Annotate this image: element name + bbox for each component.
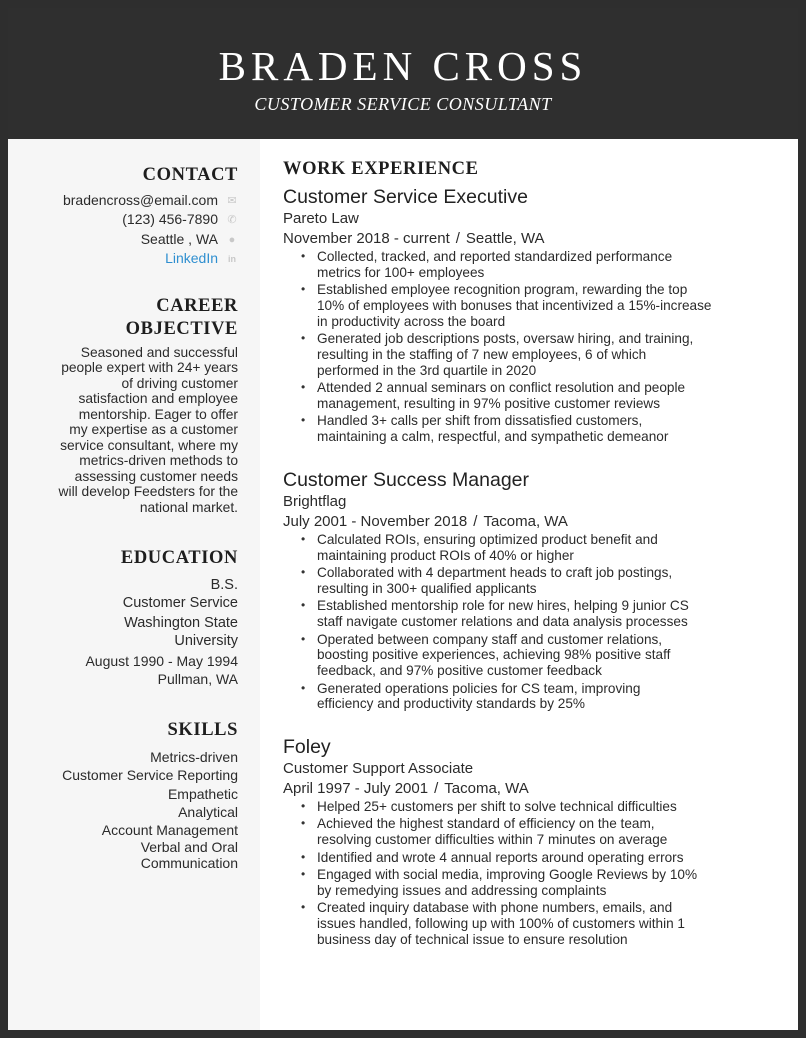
education-location: Pullman, WA [157, 671, 238, 687]
job-company: Brightflag [283, 493, 347, 510]
bullet-line: • Generated job descriptions posts, oversaw hiring, and training, [317, 331, 694, 347]
job-dates: April 1997 - July 2001 [283, 780, 429, 797]
bullet-line: business day of technical issue to ensure resolution [317, 931, 628, 947]
education-school-line2: University [174, 633, 238, 649]
bullet-item [283, 850, 783, 866]
bullet-line: • Operated between company staff and customer relations, [317, 631, 663, 647]
skill-item: Metrics-driven [150, 749, 238, 765]
objective-line: metrics-driven methods to [79, 453, 238, 469]
bullet-line: 10% of employees with bonuses that incentivized a 15%-increase [317, 297, 712, 313]
bullet-line: • Collaborated with 4 department heads to craft job postings, [317, 565, 673, 581]
bullet-line: • Engaged with social media, improving Google Reviews by 10% [317, 866, 698, 882]
bullet-item [283, 867, 783, 899]
objective-line: my expertise as a customer [69, 422, 238, 438]
job-dates-location: April 1997 - July 2001 / Tacoma, WA [283, 780, 529, 797]
skills-section [16, 719, 238, 871]
bullet-item [283, 565, 783, 597]
phone-icon: ✆ [227, 214, 237, 227]
objective-line: national market. [139, 499, 238, 515]
job-entry [283, 185, 783, 447]
contact-location-text: Seattle , WA [140, 230, 218, 247]
objective-line: satisfaction and employee [78, 391, 238, 407]
bullet-line: • Attended 2 annual seminars on conflict resolution and people [317, 380, 686, 396]
bullet-item [283, 681, 783, 713]
skill-item: Empathetic [167, 785, 238, 802]
education-school-line1: Washington State [124, 615, 238, 631]
bullet-line: resulting in the staffing of 7 new employees, 6 of which [317, 346, 647, 362]
bullet-line: metrics for 100+ employees [317, 264, 485, 280]
skill-item: Account Management [101, 822, 238, 839]
bullet-line: • Created inquiry database with phone numbers, emails, and [317, 900, 673, 916]
objective-line: service consultant, where my [60, 437, 238, 453]
contact-email[interactable] [16, 191, 238, 210]
work-experience-heading: WORK EXPERIENCE [283, 159, 479, 179]
bullet-line: resulting in 300+ qualified applicants [317, 580, 537, 596]
contact-email-text: bradencross@email.com [62, 192, 218, 208]
objective-line: assessing customer needs [74, 468, 238, 484]
bullet-item [283, 249, 783, 281]
job-company: Customer Support Associate [283, 760, 474, 777]
bullet-line: • Collected, tracked, and reported standardized performance [317, 249, 673, 264]
objective-heading-line2: OBJECTIVE [125, 319, 238, 339]
job-location: Tacoma, WA [483, 513, 568, 530]
objective-line: people expert with 24+ years [61, 360, 238, 376]
bullet-item [283, 413, 783, 445]
objective-section [16, 295, 238, 515]
job-role: Customer Service Executive [283, 186, 528, 208]
bullet-item [283, 598, 783, 630]
job-dates: November 2018 - current [283, 230, 450, 247]
candidate-name: BRADEN CROSS [218, 43, 588, 89]
bullet-line: • Calculated ROIs, ensuring optimized product benefit and [317, 532, 658, 547]
envelope-icon: ✉ [227, 195, 237, 207]
skill-item: Communication [140, 855, 238, 872]
linkedin-icon: in [228, 253, 236, 264]
education-degree: B.S. [210, 577, 238, 593]
resume-header [8, 8, 798, 139]
bullet-item [283, 380, 783, 412]
contact-phone [16, 210, 238, 229]
objective-heading-line1: CAREER [156, 296, 238, 316]
bullet-item [283, 632, 783, 679]
bullet-line: in productivity across the board [317, 313, 506, 329]
skills-heading: SKILLS [167, 720, 238, 740]
job-company: Pareto Law [283, 210, 359, 227]
objective-text [16, 345, 238, 515]
contact-linkedin[interactable] [16, 249, 238, 268]
job-dates: July 2001 - November 2018 [283, 513, 468, 530]
job-dates-location: July 2001 - November 2018 / Tacoma, WA [283, 513, 568, 530]
bullet-line: resolving customer difficulties within 7 minutes on average [317, 832, 668, 848]
skill-item: Verbal and Oral [140, 839, 238, 856]
job-entry [283, 468, 783, 714]
bullet-line: • Established mentorship role for new hires, helping 9 junior CS [317, 598, 689, 614]
bullet-line: issues handled, following up with 100% of customers within 1 [317, 915, 685, 931]
bullet-line: staff navigate customer relations and data analysis processes [317, 614, 688, 630]
candidate-title: CUSTOMER SERVICE CONSULTANT [254, 94, 552, 114]
contact-location [16, 230, 238, 249]
linkedin-link[interactable]: LinkedIn [165, 249, 218, 266]
bullet-item [283, 799, 783, 815]
education-field: Customer Service [122, 595, 238, 611]
main-column [283, 158, 783, 947]
bullet-line: efficiency and productivity standards by 25% [317, 696, 585, 712]
objective-line: Seasoned and successful [80, 345, 238, 360]
resume-page [8, 8, 798, 1030]
job-bullets [283, 799, 783, 948]
bullet-line: maintaining a calm, respectful, and sympathetic demeanor [317, 429, 669, 445]
job-bullets [283, 532, 783, 712]
education-dates: August 1990 - May 1994 [85, 653, 238, 669]
bullet-line: by remedying issues and addressing complaints [317, 882, 607, 898]
bullet-line: • Identified and wrote 4 annual reports around operating errors [317, 849, 684, 865]
job-location: Seattle, WA [465, 230, 545, 247]
contact-heading: CONTACT [142, 165, 238, 185]
education-heading: EDUCATION [120, 548, 238, 568]
bullet-item [283, 532, 783, 564]
skill-item: Analytical [178, 803, 238, 820]
contact-section [16, 164, 238, 268]
contact-phone-text: (123) 456-7890 [122, 211, 218, 228]
bullet-line: boosting positive experiences, achieving 98% positive staff [317, 647, 671, 663]
job-location: Tacoma, WA [444, 780, 529, 797]
job-role: Foley [283, 736, 331, 758]
objective-line: will develop Feedsters for the [58, 484, 238, 500]
bullet-item [283, 900, 783, 947]
bullet-line: • Established employee recognition program, rewarding the top [317, 282, 688, 298]
job-role: Customer Success Manager [283, 469, 530, 491]
skill-item: Customer Service Reporting [62, 767, 238, 784]
bullet-line: management, resulting in 97% positive customer reviews [317, 395, 661, 411]
bullet-line: performed in the 3rd quartile in 2020 [317, 362, 537, 378]
objective-line: mentorship. Eager to offer [78, 406, 238, 422]
objective-line: of driving customer [121, 375, 238, 391]
bullet-line: • Handled 3+ calls per shift from dissatisfied customers, [317, 413, 643, 429]
job-bullets [283, 249, 783, 445]
job-entry [283, 735, 783, 949]
bullet-line: • Helped 25+ customers per shift to solve technical difficulties [317, 799, 677, 814]
left-sidebar [8, 139, 260, 1030]
bullet-item [283, 331, 783, 378]
map-pin-icon: ● [228, 233, 236, 246]
bullet-item [283, 282, 783, 329]
bullet-line: feedback, and 97% positive customer feedback [317, 663, 602, 679]
bullet-item [283, 816, 783, 848]
bullet-line: maintaining product ROIs of 40% or higher [317, 547, 574, 563]
bullet-line: • Generated operations policies for CS team, improving [317, 680, 641, 696]
bullet-line: • Achieved the highest standard of efficiency on the team, [317, 816, 655, 832]
job-dates-location: November 2018 - current / Seattle, WA [283, 230, 545, 247]
education-section [16, 547, 238, 688]
